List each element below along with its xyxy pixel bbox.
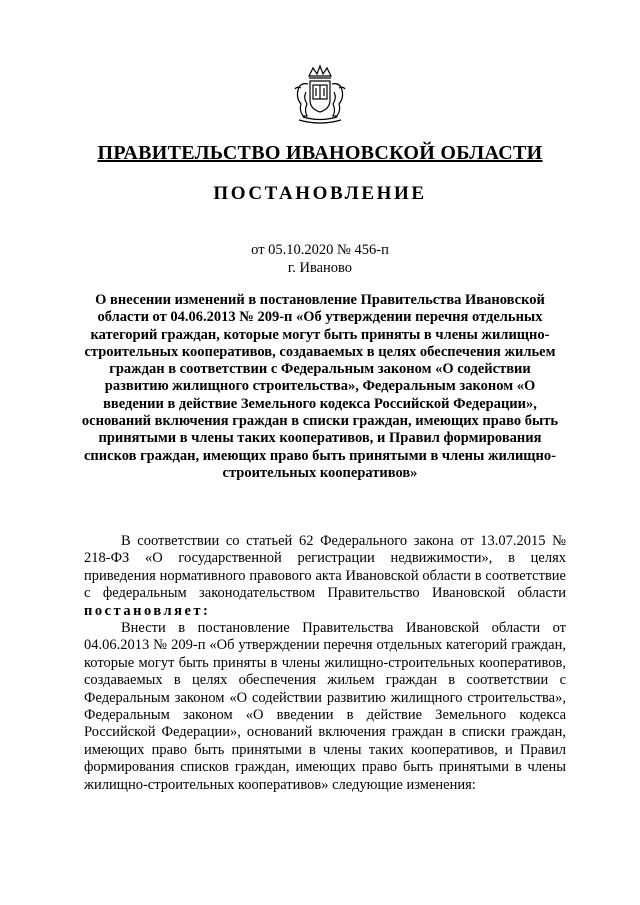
body-paragraph-1 [84, 533, 566, 620]
document-date-number: от 05.10.2020 № 456-п [251, 242, 389, 258]
resolution-keyword: постановляет: [84, 602, 211, 619]
document-city: г. Иваново [287, 260, 353, 276]
document-body [84, 533, 566, 794]
organization-name: ПРАВИТЕЛЬСТВО ИВАНОВСКОЙ ОБЛАСТИ [97, 142, 543, 164]
coat-of-arms-icon [291, 64, 349, 128]
document-type: ПОСТАНОВЛЕНИЕ [213, 183, 427, 204]
body-paragraph-2: Внести в постановление Правительства Ивановской области от 04.06.2013 № 209-п «Об утверждении перечня отдельных категорий граждан, которые могут быть приняты в члены жилищно-строительных кооперативов, создаваемых в целях обеспечения жильем граждан в соответствии с Федеральным законом «О содействии развитию жилищного строительства», Федеральным законом «О введении в действие Земельного кодекса Российской Федерации», оснований включения граждан в списки граждан, имеющих право быть принятыми в члены таких кооперативов, и Правил формирования списков граждан, имеющих право быть принятыми в члены жилищно-строительных кооперативов» следующие изменения: [84, 620, 566, 793]
paragraph-1-text: В соответствии со статьей 62 Федерального закона от 13.07.2015 № 218-ФЗ «О государственной регистрации недвижимости», в целях приведения нормативного правового акта Ивановской области в соответствие с федеральным законодательством Правительство Ивановской области [84, 533, 566, 602]
document-title: О внесении изменений в постановление Правительства Ивановской области от 04.06.2013 № 209-п «Об утверждении перечня отдельных категорий граждан, которые могут быть приняты в члены жилищно-строительных кооперативов, создаваемых в целях обеспечения жильем граждан в соответствии с Федеральным законом «О содействии развитию жилищного строительства», Федеральным законом «О введении в действие Земельного кодекса Российской Федерации», оснований включения граждан в списки граждан, имеющих право быть принятыми в члены таких кооперативов, и Правил формирования списков граждан, имеющих право быть принятыми в члены жилищно-строительных кооперативов» [81, 292, 559, 481]
